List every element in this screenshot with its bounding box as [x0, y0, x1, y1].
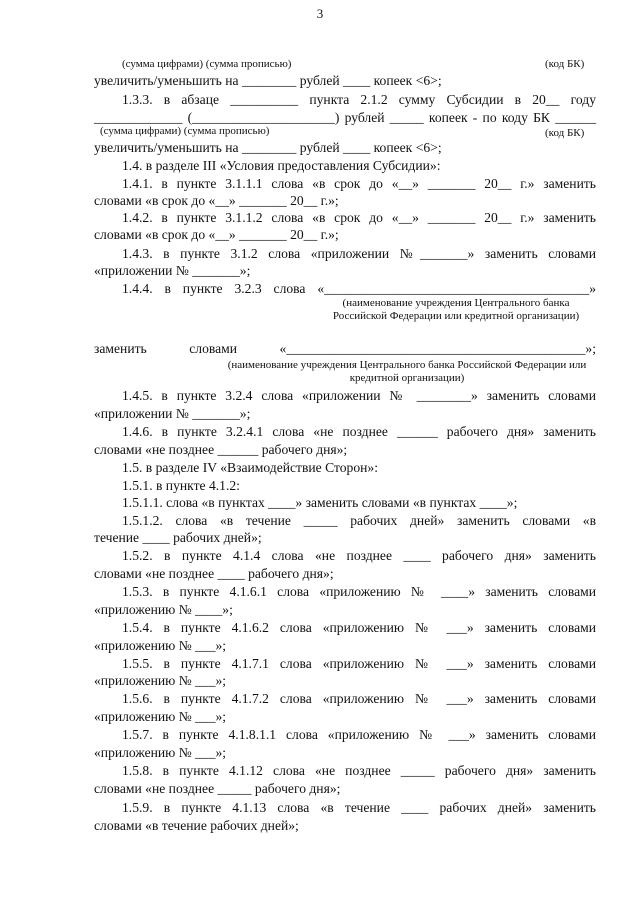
- text-line: «приложению № ___»;: [94, 745, 227, 760]
- caption-sum-top: (сумма цифрами) (сумма прописью): [122, 58, 292, 70]
- text-line: 1.5.1.1. слова «в пунктах ____» заменить словами «в пунктах ____»;: [122, 495, 518, 510]
- text-line: 1.4.4. в пункте 3.2.3 слова «_______________________________________»: [122, 281, 596, 296]
- text-line: словами «в срок до «__» _______ 20__ г.»;: [94, 227, 339, 242]
- text-line: 1.5.5. в пункте 4.1.7.1 слова «приложению № ___» заменить словами: [122, 656, 596, 671]
- text-line: увеличить/уменьшить на ________ рублей ____ копеек <6>;: [94, 140, 442, 155]
- text-line: 1.4.3. в пункте 3.1.2 слова «приложении №_______» заменить словами: [122, 246, 596, 261]
- text-line: 1.5. в разделе IV «Взаимодействие Сторон»:: [122, 460, 378, 475]
- text-line: 1.4. в разделе III «Условия предоставления Субсидии»:: [122, 158, 441, 173]
- text-line: 1.5.1.2. слова «в течение _____ рабочих дней» заменить словами «в: [122, 513, 596, 528]
- text-line: «приложении № _______»;: [94, 263, 251, 278]
- text-line: _____________ (_____________________) рублей _____ копеек - по коду БК ______: [94, 110, 596, 125]
- text-line: 1.5.6. в пункте 4.1.7.2 слова «приложению № ___» заменить словами: [122, 691, 596, 706]
- text-line: «приложению № ____»;: [94, 602, 233, 617]
- text-line: словами «не позднее ____ рабочего дня»;: [94, 566, 334, 581]
- caption-code-top: (код БК): [545, 58, 585, 70]
- text-line: «приложении № _______»;: [94, 406, 251, 421]
- text-line: словами «в течение рабочих дней»;: [94, 818, 299, 833]
- caption-code: (код БК): [545, 127, 585, 139]
- text-line: 1.4.2. в пункте 3.1.1.2 слова «в срок до «__» _______ 20__ г.» заменить: [122, 210, 596, 225]
- text-line: словами «не позднее _____ рабочего дня»;: [94, 781, 341, 796]
- text-line: увеличить/уменьшить на ________ рублей ____ копеек <6>;: [94, 73, 442, 88]
- text-line: словами «в срок до «__» _______ 20__ г.»;: [94, 193, 339, 208]
- text-line: 1.4.5. в пункте 3.2.4 слова «приложении № ________» заменить словами: [122, 388, 596, 403]
- text-line: «приложению № ___»;: [94, 709, 227, 724]
- text-line: 1.5.7. в пункте 4.1.8.1.1 слова «приложению № ___» заменить словами: [122, 727, 596, 742]
- text-line: «приложению № ___»;: [94, 638, 227, 653]
- text-line: 1.5.3. в пункте 4.1.6.1 слова «приложению № ____» заменить словами: [122, 584, 596, 599]
- text-line: 1.5.1. в пункте 4.1.2:: [122, 478, 240, 493]
- text-line: заменить словами «____________________________________________»;: [94, 341, 596, 356]
- text-line: «приложению № ___»;: [94, 673, 227, 688]
- text-line: 1.5.2. в пункте 4.1.4 слова «не позднее ____ рабочего дня» заменить: [122, 548, 596, 563]
- text-line: 1.5.4. в пункте 4.1.6.2 слова «приложению № ___» заменить словами: [122, 620, 596, 635]
- text-line: 1.4.6. в пункте 3.2.4.1 слова «не позднее ______ рабочего дня» заменить: [122, 424, 596, 439]
- text-line: словами «не позднее ______ рабочего дня»;: [94, 442, 348, 457]
- text-line: 1.5.9. в пункте 4.1.13 слова «в течение ____ рабочих дней» заменить: [122, 800, 596, 815]
- text-line: 1.5.8. в пункте 4.1.12 слова «не позднее _____ рабочего дня» заменить: [122, 763, 596, 778]
- caption-institution: (наименование учреждения Центрального банка Российской Федерации или кредитной организации): [227, 359, 587, 384]
- text-line: 1.4.1. в пункте 3.1.1.1 слова «в срок до «__» _______ 20__ г.» заменить: [122, 176, 596, 191]
- text-line: течение ____ рабочих дней»;: [94, 530, 262, 545]
- text-line: 1.3.3. в абзаце __________ пункта 2.1.2 сумму Субсидии в 20__ году: [122, 92, 596, 107]
- page-number: 3: [316, 6, 324, 21]
- caption-sum: (сумма цифрами) (сумма прописью): [100, 125, 270, 137]
- caption-institution: (наименование учреждения Центрального банка Российской Федерации или кредитной организации): [332, 297, 580, 322]
